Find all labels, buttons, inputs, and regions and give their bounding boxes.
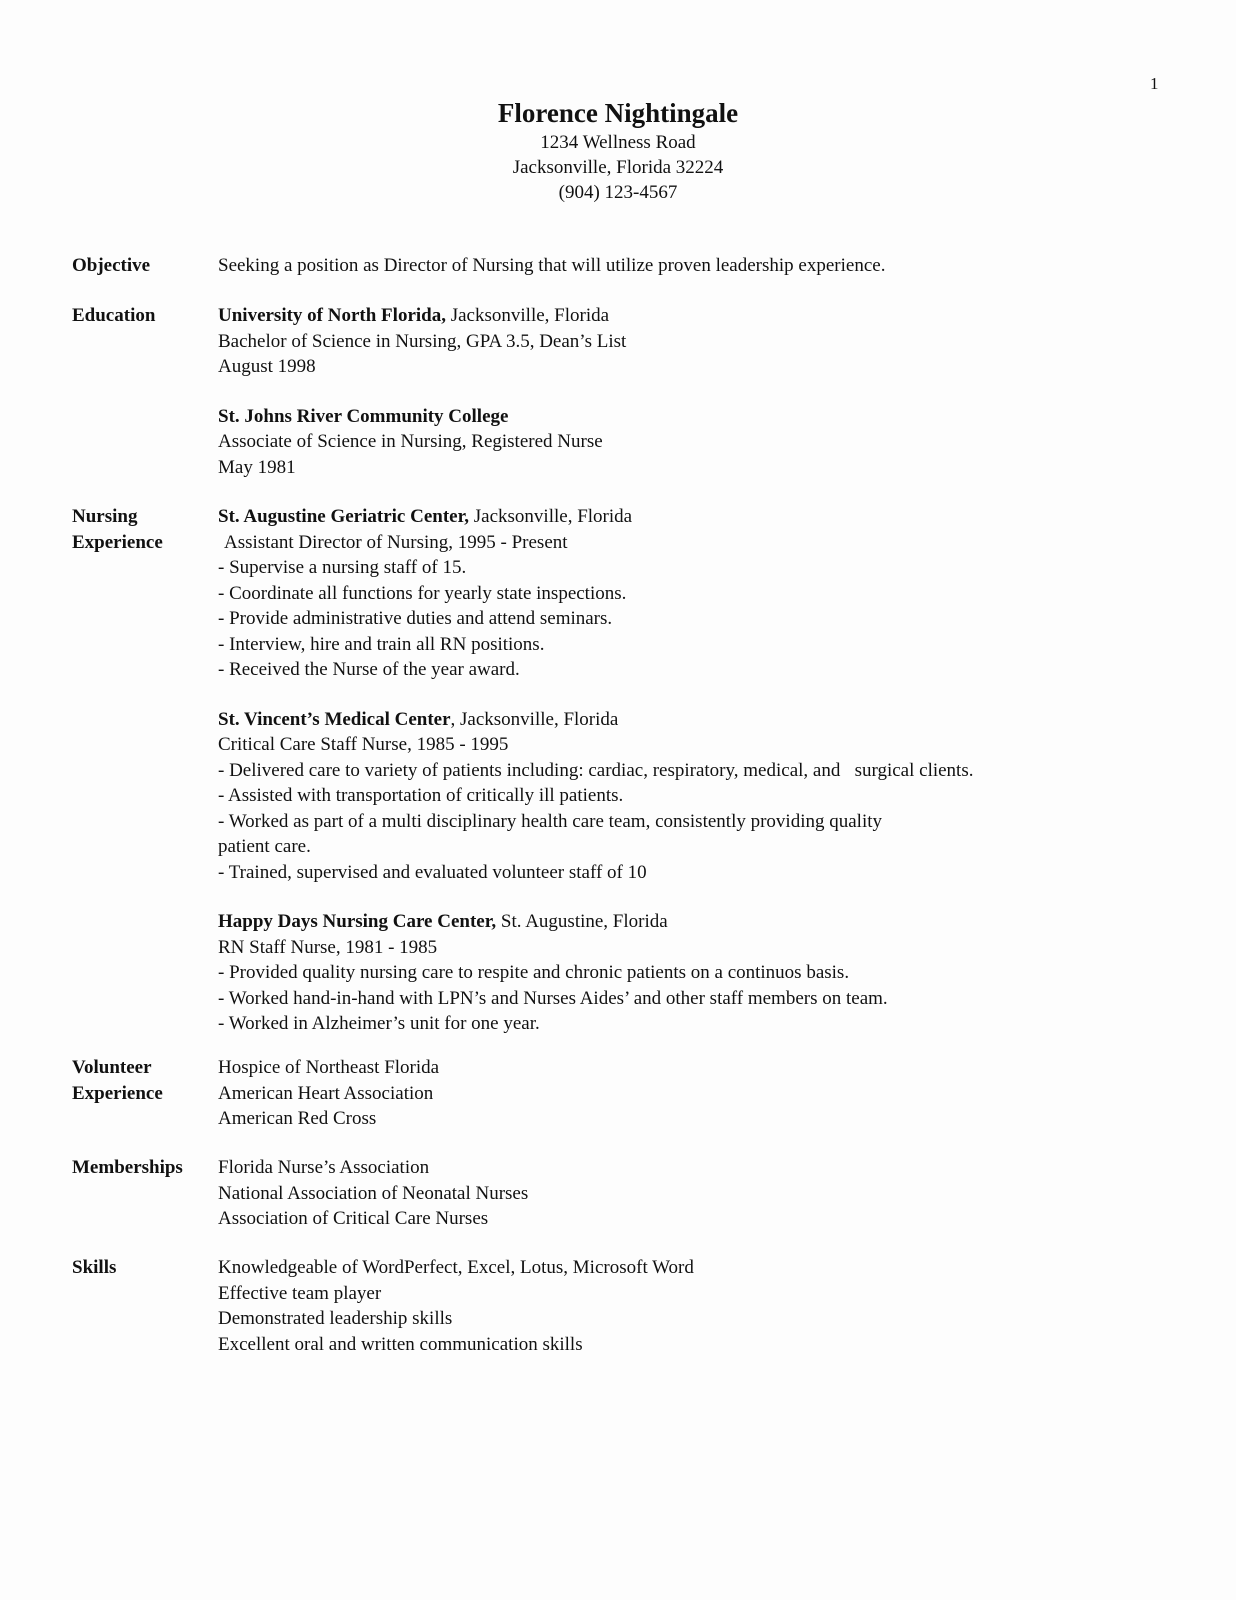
- school-name: St. Johns River Community College: [218, 405, 509, 427]
- memberships-label: Memberships: [72, 1157, 183, 1178]
- graduation-date: August 1998: [218, 356, 316, 377]
- nursing-experience-label: [72, 504, 212, 555]
- skill-item: Effective team player: [218, 1282, 382, 1304]
- label-line: Experience: [72, 531, 163, 553]
- volunteer-item: American Red Cross: [218, 1108, 377, 1129]
- duty-item: - Trained, supervised and evaluated volunteer staff of 10: [218, 861, 647, 883]
- degree: Associate of Science in Nursing, Registered Nurse: [218, 431, 603, 452]
- employer-location: , Jacksonville, Florida: [450, 708, 619, 730]
- skill-item: Excellent oral and written communication skills: [218, 1333, 583, 1355]
- duty-item: patient care.: [218, 836, 311, 857]
- education-section: [72, 303, 1192, 480]
- duty-item: - Assisted with transportation of critically ill patients.: [218, 785, 624, 806]
- label-line: Volunteer: [72, 1057, 152, 1078]
- street-address: 1234 Wellness Road: [540, 132, 696, 153]
- nursing-experience-section: [72, 504, 1192, 1037]
- school-location: Jacksonville, Florida: [445, 305, 610, 326]
- skill-item: Knowledgeable of WordPerfect, Excel, Lotus, Microsoft Word: [218, 1257, 694, 1278]
- city-state-zip: Jacksonville, Florida 32224: [512, 157, 724, 178]
- education-entry: [218, 404, 1192, 481]
- objective-section: [72, 253, 1192, 279]
- degree: Bachelor of Science in Nursing, GPA 3.5, Dean’s List: [218, 330, 627, 352]
- volunteer-item: American Heart Association: [218, 1082, 434, 1104]
- job-entry: [218, 707, 1192, 886]
- page-number: 1: [1150, 74, 1159, 93]
- volunteer-item: Hospice of Northeast Florida: [218, 1057, 440, 1078]
- school-name: University of North Florida,: [218, 305, 446, 326]
- applicant-name: Florence Nightingale: [497, 98, 739, 128]
- label-line: Experience: [72, 1082, 163, 1104]
- duty-item: - Worked in Alzheimer’s unit for one year.: [218, 1013, 540, 1034]
- volunteer-experience-label: [72, 1055, 212, 1106]
- employer-location: St. Augustine, Florida: [496, 911, 668, 932]
- resume-header: [0, 96, 1236, 205]
- duty-item: - Received the Nurse of the year award.: [218, 659, 520, 680]
- duty-item: - Delivered care to variety of patients including: cardiac, respiratory, medical, and surgical clients.: [218, 759, 974, 781]
- duty-item: - Provided quality nursing care to respite and chronic patients on a continuos basis.: [218, 962, 850, 983]
- memberships-section: [72, 1155, 1192, 1232]
- skills-section: [72, 1255, 1192, 1357]
- phone-number: (904) 123-4567: [558, 182, 678, 203]
- duty-item: - Interview, hire and train all RN positions.: [218, 633, 545, 655]
- employer-location: Jacksonville, Florida: [469, 506, 633, 527]
- membership-item: Florida Nurse’s Association: [218, 1157, 430, 1178]
- membership-item: Association of Critical Care Nurses: [218, 1208, 489, 1229]
- education-entry: [218, 303, 1192, 380]
- membership-item: National Association of Neonatal Nurses: [218, 1182, 529, 1204]
- duty-item: - Coordinate all functions for yearly state inspections.: [218, 582, 627, 604]
- objective-label: Objective: [72, 255, 151, 276]
- employer-name: St. Augustine Geriatric Center,: [218, 506, 470, 527]
- duty-item: - Worked as part of a multi disciplinary health care team, consistently providing quality: [218, 810, 882, 832]
- duty-item: - Provide administrative duties and attend seminars.: [218, 608, 613, 629]
- job-title: RN Staff Nurse, 1981 - 1985: [218, 936, 438, 958]
- job-title: Critical Care Staff Nurse, 1985 - 1995: [218, 734, 509, 755]
- job-title: Assistant Director of Nursing, 1995 - Present: [224, 531, 568, 553]
- graduation-date: May 1981: [218, 456, 296, 478]
- duty-item: - Worked hand-in-hand with LPN’s and Nurses Aides’ and other staff members on team.: [218, 987, 888, 1009]
- duty-item: - Supervise a nursing staff of 15.: [218, 557, 467, 578]
- volunteer-experience-section: [72, 1055, 1192, 1132]
- skill-item: Demonstrated leadership skills: [218, 1308, 453, 1329]
- label-line: Nursing: [72, 506, 138, 527]
- job-entry: [218, 909, 1192, 1037]
- job-entry: [218, 504, 1192, 683]
- education-label: Education: [72, 305, 156, 326]
- employer-name: St. Vincent’s Medical Center: [218, 708, 451, 730]
- skills-label: Skills: [72, 1257, 117, 1278]
- employer-name: Happy Days Nursing Care Center,: [218, 911, 497, 932]
- objective-text: Seeking a position as Director of Nursing that will utilize proven leadership experience.: [218, 255, 886, 276]
